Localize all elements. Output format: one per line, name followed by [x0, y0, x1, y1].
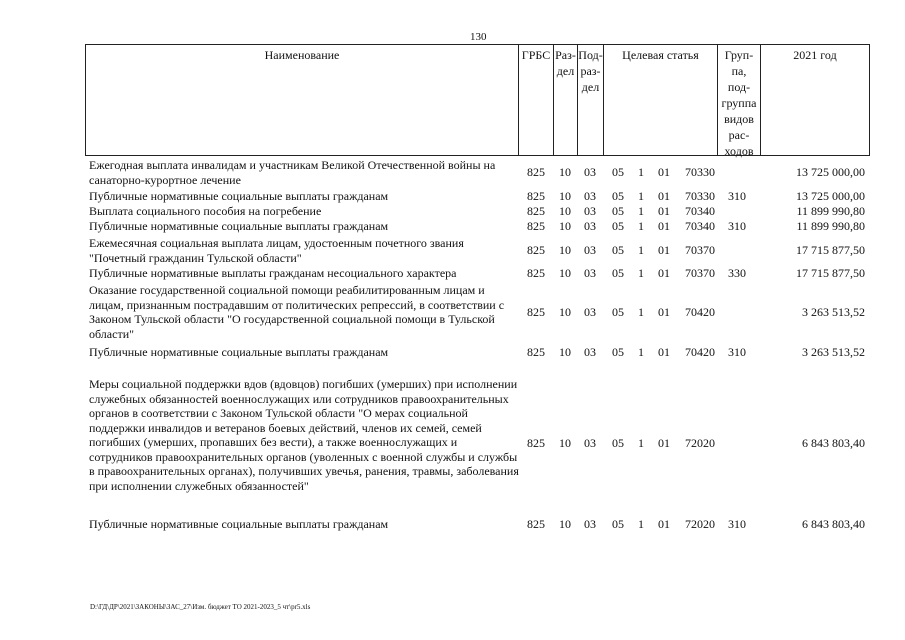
header-name: Наименование: [264, 48, 340, 62]
cell-amount-2021: 11 899 990,80: [796, 219, 865, 233]
cell-razdel: 10: [559, 189, 571, 203]
cell-name: Меры социальной поддержки вдов (вдовцов) погибших (умерших) при исполнении служебных обязанностей военнослужащих или сотрудников правоохранительных органов в соответствии с Законом Тульской области "О мерах социальной поддержки инвалидов и ветеранов боевых действий, членов их семей, семей погибших (умерших, пропавших без вести), а также военнослужащих и сотрудников правоохранительных органов (уволенных с военной службы и службы в правоохранительных органах), получивших увечья, ранения, травмы, заболевания при исполнении служебных обязанностей": [89, 377, 519, 493]
cell-grbs: 825: [527, 266, 545, 280]
cell-grbs: 825: [527, 204, 545, 218]
cell-grbs: 825: [527, 436, 545, 450]
cell-razdel: 10: [559, 204, 571, 218]
table-row: [85, 204, 870, 218]
cell-subprogram: 1: [638, 219, 644, 233]
cell-program: 05: [612, 266, 624, 280]
cell-program: 05: [612, 517, 624, 531]
cell-subprogram: 1: [638, 436, 644, 450]
cell-amount-2021: 3 263 513,52: [802, 305, 865, 319]
cell-program: 05: [612, 243, 624, 257]
cell-amount-2021: 13 725 000,00: [796, 189, 865, 203]
table-row: [85, 158, 870, 186]
cell-direction: 72020: [685, 436, 715, 450]
cell-direction: 70420: [685, 345, 715, 359]
cell-grbs: 825: [527, 165, 545, 179]
cell-event: 01: [658, 305, 670, 319]
cell-podrazdel: 03: [584, 204, 596, 218]
cell-amount-2021: 17 715 877,50: [796, 243, 865, 257]
cell-podrazdel: 03: [584, 305, 596, 319]
cell-razdel: 10: [559, 305, 571, 319]
cell-subprogram: 1: [638, 517, 644, 531]
cell-event: 01: [658, 189, 670, 203]
cell-program: 05: [612, 189, 624, 203]
cell-grbs: 825: [527, 305, 545, 319]
cell-name: Публичные нормативные социальные выплаты гражданам: [89, 219, 389, 233]
cell-subprogram: 1: [638, 204, 644, 218]
cell-name: Ежегодная выплата инвалидам и участникам Великой Отечественной войны на санаторно-курортное лечение: [89, 158, 496, 187]
cell-expense-type: 330: [728, 266, 746, 280]
cell-expense-type: 310: [728, 189, 746, 203]
cell-razdel: 10: [559, 243, 571, 257]
table-row: [85, 345, 870, 359]
header-target-article: Целевая статья: [603, 45, 717, 155]
cell-program: 05: [612, 219, 624, 233]
cell-direction: 70340: [685, 219, 715, 233]
cell-podrazdel: 03: [584, 436, 596, 450]
cell-podrazdel: 03: [584, 219, 596, 233]
cell-podrazdel: 03: [584, 165, 596, 179]
cell-expense-type: 310: [728, 345, 746, 359]
cell-subprogram: 1: [638, 189, 644, 203]
cell-event: 01: [658, 345, 670, 359]
cell-subprogram: 1: [638, 266, 644, 280]
cell-expense-type: 310: [728, 517, 746, 531]
table-row: [85, 189, 870, 203]
cell-razdel: 10: [559, 436, 571, 450]
cell-podrazdel: 03: [584, 517, 596, 531]
cell-name: Оказание государственной социальной помощи реабилитированным лицам и лицам, признанным пострадавшим от политических репрессий, в соответствии с Законом Тульской области "О государственной социальной помощи в Тульской области": [89, 283, 505, 341]
table-row: [85, 377, 870, 508]
cell-subprogram: 1: [638, 165, 644, 179]
file-path-footer: D:\ГД\ДР\2021\ЗАКОНЫ\ЗАС_27\Изм. бюджет ТО 2021-2023_5 чт\pr5.xls: [90, 603, 311, 611]
cell-name: Публичные нормативные социальные выплаты гражданам: [89, 345, 389, 359]
table-row: [85, 283, 870, 341]
cell-podrazdel: 03: [584, 345, 596, 359]
cell-event: 01: [658, 219, 670, 233]
cell-grbs: 825: [527, 243, 545, 257]
cell-direction: 70420: [685, 305, 715, 319]
page-number: 130: [470, 31, 487, 43]
cell-direction: 70330: [685, 165, 715, 179]
cell-podrazdel: 03: [584, 243, 596, 257]
cell-program: 05: [612, 305, 624, 319]
cell-razdel: 10: [559, 165, 571, 179]
header-expense-group: Груп- па, под- группа видов рас- ходов: [717, 45, 760, 155]
cell-event: 01: [658, 266, 670, 280]
cell-subprogram: 1: [638, 305, 644, 319]
cell-podrazdel: 03: [584, 189, 596, 203]
cell-subprogram: 1: [638, 345, 644, 359]
cell-name: Выплата социального пособия на погребение: [89, 204, 322, 218]
cell-event: 01: [658, 204, 670, 218]
table-row: [85, 266, 870, 280]
cell-amount-2021: 3 263 513,52: [802, 345, 865, 359]
cell-podrazdel: 03: [584, 266, 596, 280]
cell-name: Публичные нормативные социальные выплаты гражданам: [89, 189, 389, 203]
header-razdel: Раз- дел: [553, 45, 577, 155]
cell-event: 01: [658, 165, 670, 179]
table-row: [85, 517, 870, 531]
cell-program: 05: [612, 436, 624, 450]
cell-direction: 70340: [685, 204, 715, 218]
cell-amount-2021: 13 725 000,00: [796, 165, 865, 179]
cell-amount-2021: 6 843 803,40: [802, 436, 865, 450]
cell-name: Ежемесячная социальная выплата лицам, удостоенным почетного звания "Почетный гражданин Тульской области": [89, 236, 464, 265]
cell-grbs: 825: [527, 345, 545, 359]
cell-amount-2021: 17 715 877,50: [796, 266, 865, 280]
header-grbs: ГРБС: [518, 45, 553, 155]
cell-razdel: 10: [559, 219, 571, 233]
cell-grbs: 825: [527, 219, 545, 233]
cell-name: Публичные нормативные социальные выплаты гражданам: [89, 517, 389, 531]
table-header: [85, 44, 870, 156]
cell-direction: 70370: [685, 243, 715, 257]
cell-direction: 70330: [685, 189, 715, 203]
header-year-2021: 2021 год: [760, 45, 869, 155]
header-podrazdel: Под- раз- дел: [577, 45, 603, 155]
cell-expense-type: 310: [728, 219, 746, 233]
cell-subprogram: 1: [638, 243, 644, 257]
cell-program: 05: [612, 345, 624, 359]
cell-direction: 70370: [685, 266, 715, 280]
cell-direction: 72020: [685, 517, 715, 531]
cell-program: 05: [612, 165, 624, 179]
cell-razdel: 10: [559, 345, 571, 359]
cell-amount-2021: 6 843 803,40: [802, 517, 865, 531]
cell-event: 01: [658, 517, 670, 531]
cell-grbs: 825: [527, 189, 545, 203]
cell-program: 05: [612, 204, 624, 218]
cell-razdel: 10: [559, 517, 571, 531]
cell-razdel: 10: [559, 266, 571, 280]
cell-name: Публичные нормативные выплаты гражданам несоциального характера: [89, 266, 457, 280]
cell-event: 01: [658, 243, 670, 257]
cell-grbs: 825: [527, 517, 545, 531]
cell-amount-2021: 11 899 990,80: [796, 204, 865, 218]
table-row: [85, 236, 870, 264]
table-row: [85, 219, 870, 233]
cell-event: 01: [658, 436, 670, 450]
